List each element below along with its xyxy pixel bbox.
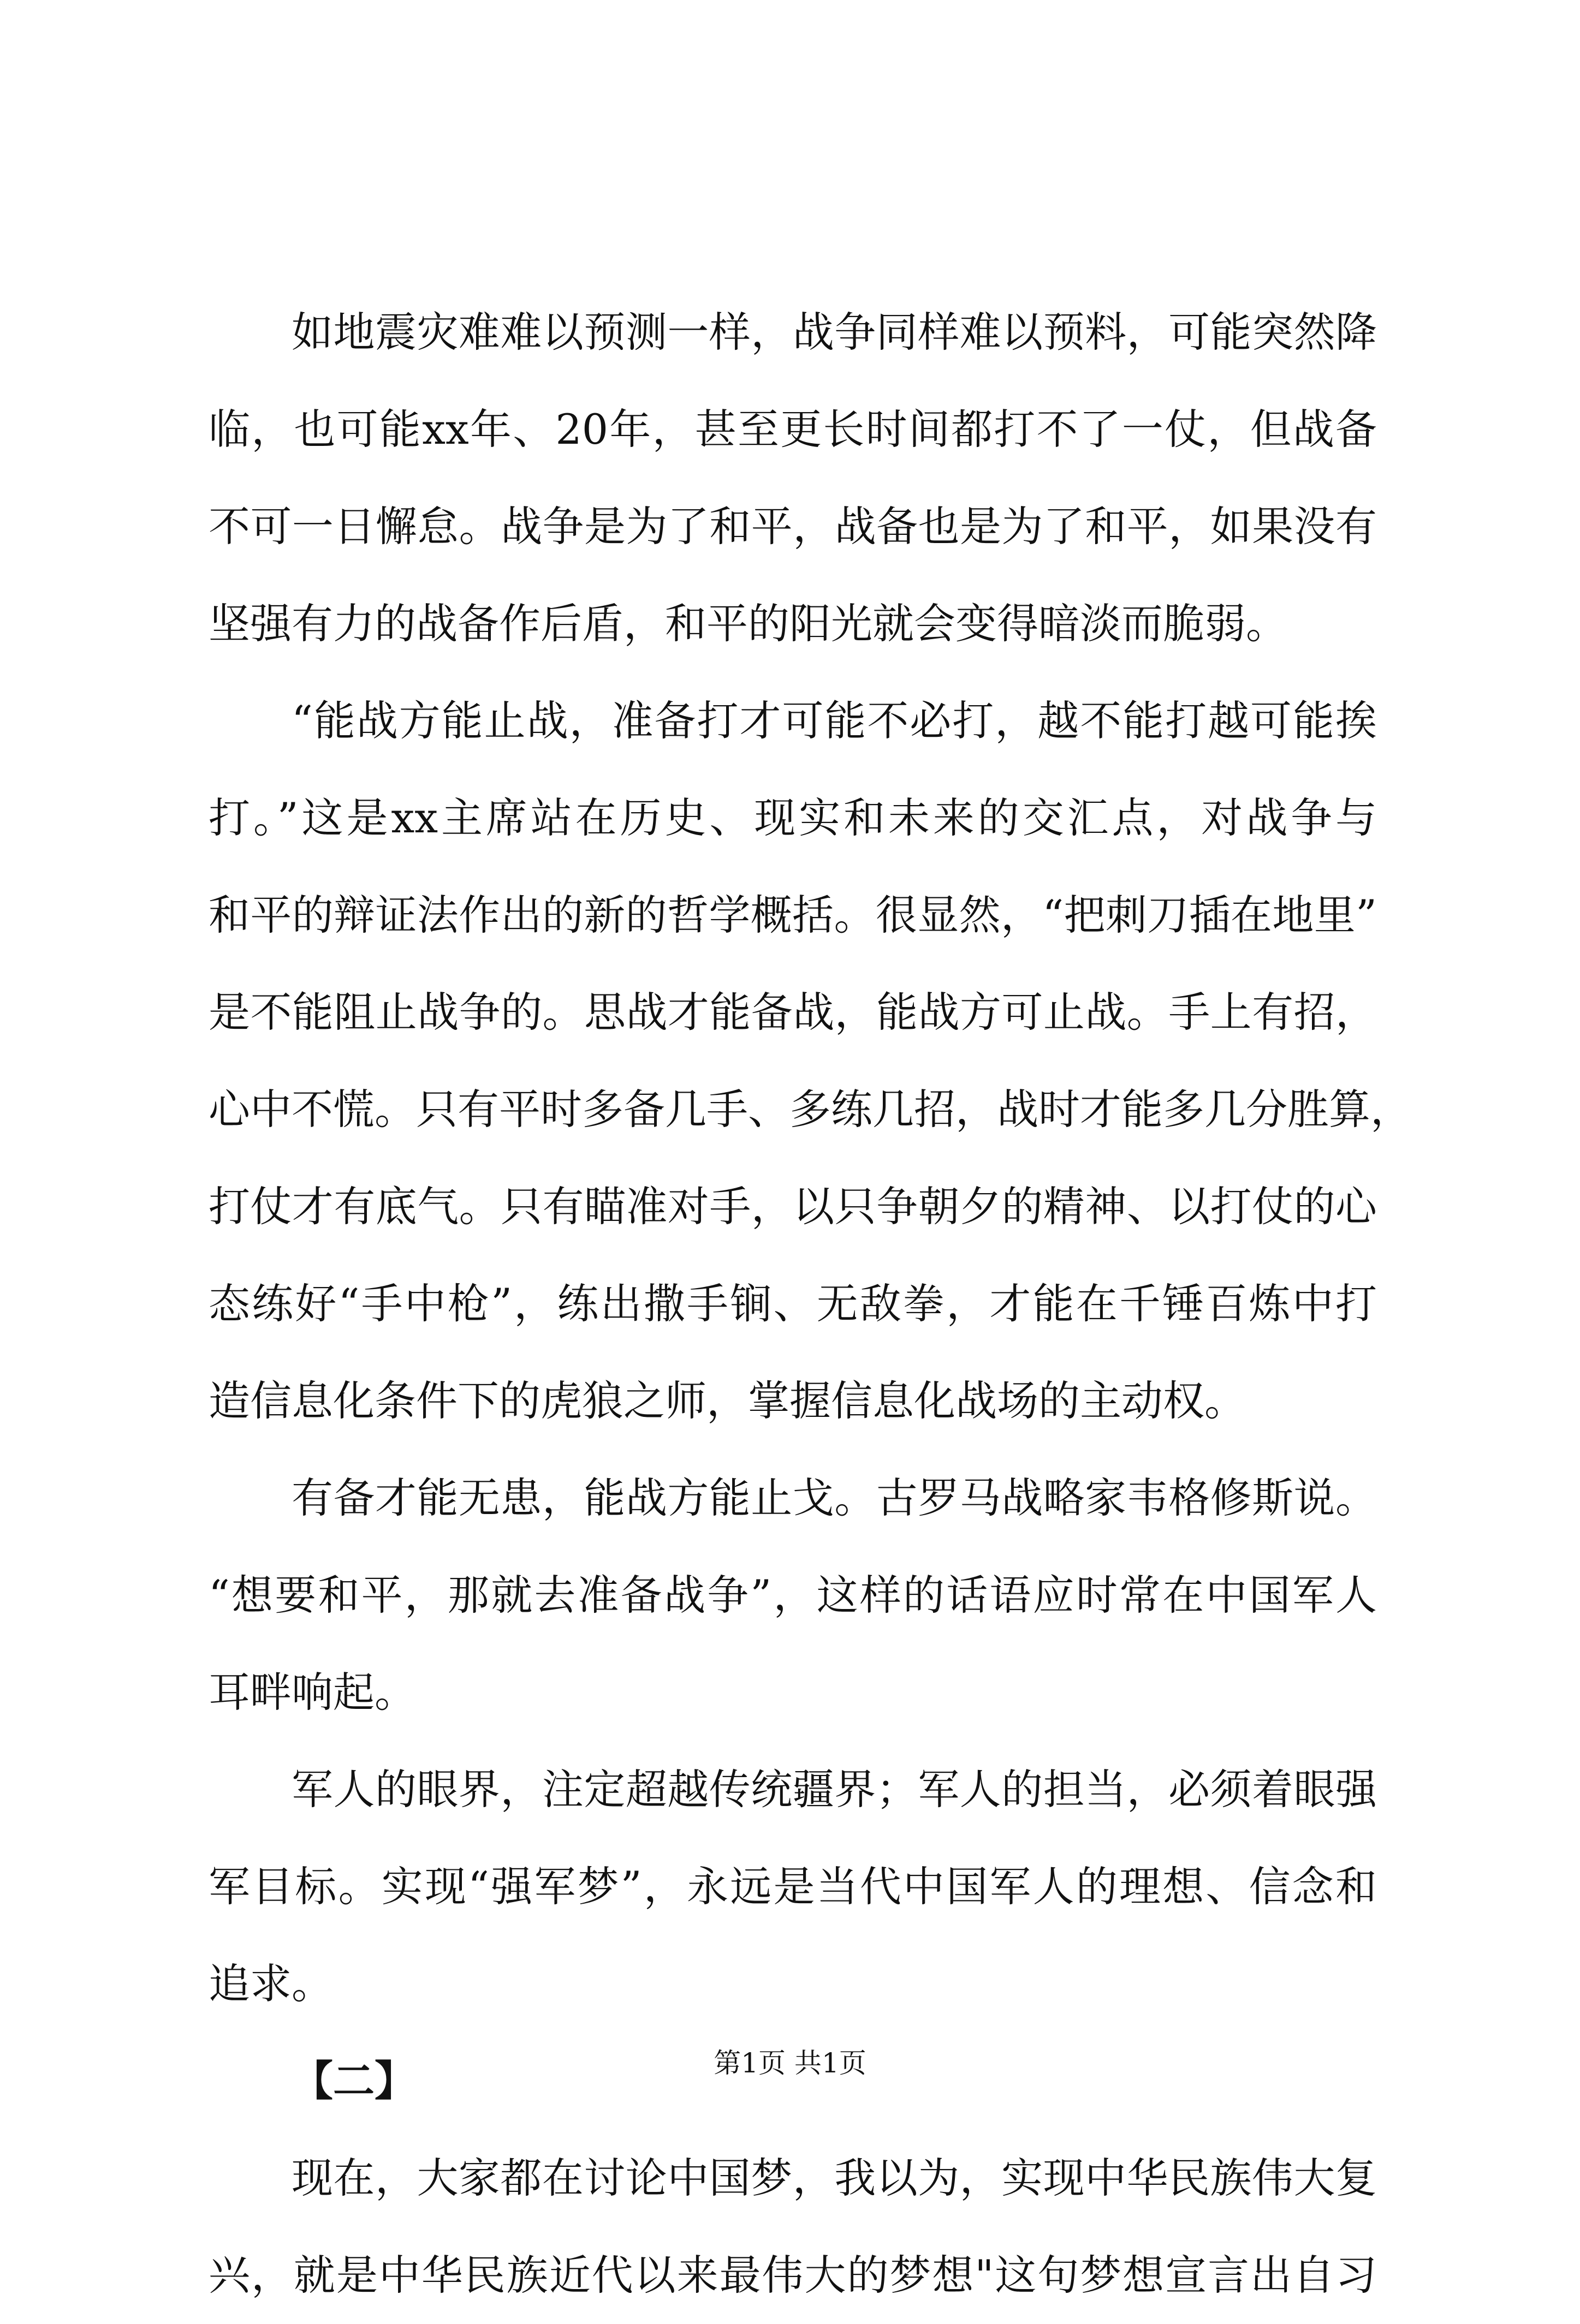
paragraph-1 (209, 284, 1377, 672)
text-line: 有备才能无患，能战方能止戈。古罗马战略家韦格修斯说。 (292, 1474, 1377, 1522)
text-line: 打。”这是xx主席站在历史、现实和未来的交汇点，对战争与 (209, 794, 1377, 842)
paragraph-2 (209, 672, 1412, 1450)
text-line: 和平的辩证法作出的新的哲学概括。很显然，“把刺刀插在地里” (209, 891, 1377, 939)
text-line: 军人的眼界，注定超越传统疆界；军人的担当，必须着眼强 (292, 1765, 1377, 1814)
paragraph-4 (209, 1741, 1377, 2033)
paragraph-3 (209, 1450, 1377, 1741)
text-line: 如地震灾难难以预测一样，战争同样难以预料，可能突然降 (292, 308, 1377, 356)
text-line: 追求。 (209, 1959, 333, 2008)
text-line: “想要和平，那就去准备战争”，这样的话语应时常在中国军人 (209, 1571, 1377, 1619)
text-line: 不可一日懈怠。战争是为了和平，战备也是为了和平，如果没有 (209, 502, 1377, 551)
text-line: 耳畔响起。 (209, 1668, 416, 1717)
text-line: “能战方能止战，准备打才可能不必打，越不能打越可能挨 (292, 696, 1377, 745)
paragraph-5 (209, 2130, 1377, 2324)
page-number-footer: 第1页 共1页 (714, 2047, 866, 2079)
text-line: 兴，就是中华民族近代以来最伟大的梦想"这句梦想宣言出自习 (209, 2251, 1377, 2299)
text-line: 现在，大家都在讨论中国梦，我以为，实现中华民族伟大复 (292, 2154, 1377, 2202)
text-line: 造信息化条件下的虎狼之师，掌握信息化战场的主动权。 (209, 1376, 1246, 1425)
text-line: 临，也可能xx年、20年，甚至更长时间都打不了一仗，但战备 (209, 405, 1377, 454)
text-line: 是不能阻止战争的。思战才能备战，能战方可止战。手上有招， (209, 988, 1377, 1036)
text-line: 军目标。实现“强军梦”，永远是当代中国军人的理想、信念和 (209, 1862, 1377, 1911)
text-line: 态练好“手中枪”，练出撒手锏、无敌拳，才能在千锤百炼中打 (209, 1279, 1377, 1328)
text-line: 打仗才有底气。只有瞄准对手，以只争朝夕的精神、以打仗的心 (209, 1182, 1377, 1231)
section-heading: 【二】 (292, 2057, 416, 2105)
text-line: 坚强有力的战备作后盾，和平的阳光就会变得暗淡而脆弱。 (209, 599, 1287, 648)
document-body (209, 284, 1412, 2324)
text-line: 心中不慌。只有平时多备几手、多练几招，战时才能多几分胜算， (209, 1085, 1412, 1134)
